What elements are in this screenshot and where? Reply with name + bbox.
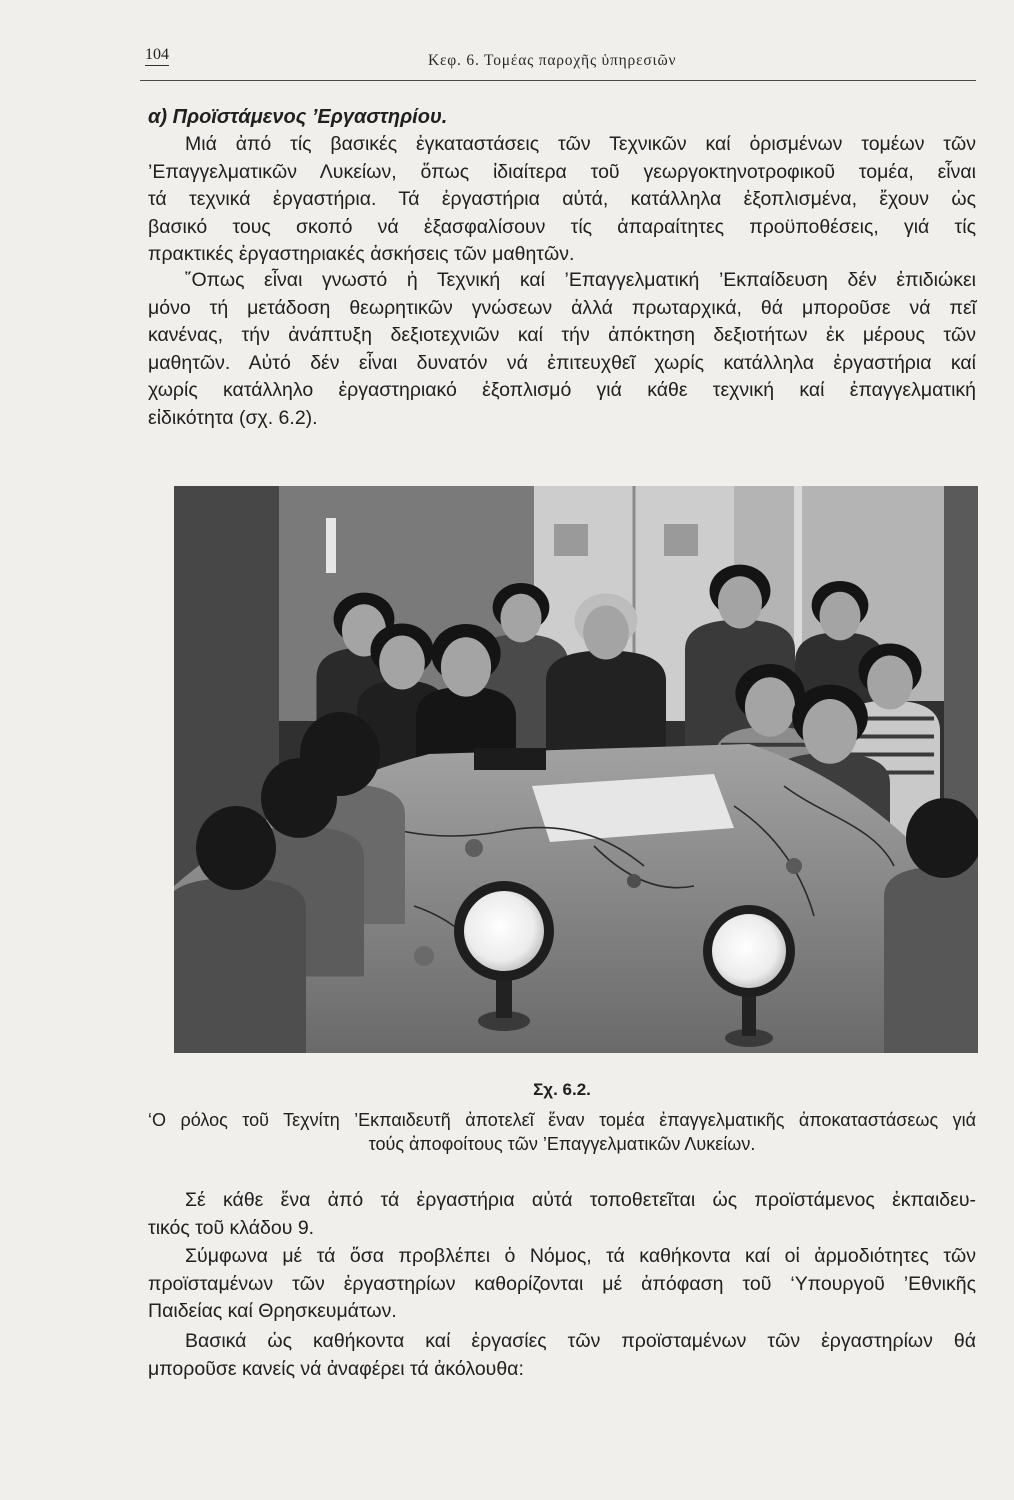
face — [819, 592, 860, 641]
text-line: μόνο τή μετάδοση θεωρητικῶν γνώσεων ἀλλά πρωταρχικά, θά μποροῦσε νά πεῖ — [148, 296, 976, 319]
workshop-photograph — [174, 486, 978, 1053]
figure-label: Σχ. 6.2. — [533, 1080, 591, 1099]
text-line: Μιά ἀπό τίς βασικές ἐγκαταστάσεις τῶν Τεχνικῶν καί ὁρισμένων τομέων τῶν — [185, 133, 976, 155]
paragraph — [148, 267, 976, 432]
lamp-lens — [712, 914, 786, 988]
figure-caption — [148, 1108, 976, 1156]
paragraph — [148, 1328, 976, 1383]
text-line: προϊσταμένων τῶν ἐργαστηρίων καθορίζονται μέ ἀπόφαση τοῦ ‘Υπουργοῦ ’Εθνικῆς — [148, 1272, 976, 1295]
face — [745, 677, 795, 736]
face — [867, 656, 913, 710]
head-back — [261, 758, 337, 838]
running-title: Κεφ. 6. Τομέας παροχῆς ὑπηρεσιῶν — [428, 52, 677, 69]
caption-line: ‘Ο ρόλος τοῦ Τεχνίτη ’Εκπαιδευτῆ ἀποτελεῖ ἕναν τομέα ἐπαγγελματικῆς ἀποκαταστάσεως γιά — [148, 1110, 976, 1130]
text-line: τικός τοῦ κλάδου 9. — [148, 1216, 315, 1239]
text-line: χωρίς κατάλληλο ἐργαστηριακό ἐξοπλισμό γιά κάθε τεχνική καί ἐπαγγελματική — [148, 379, 976, 401]
face — [500, 594, 541, 643]
text-line: Σύμφωνα μέ τά ὅσα προβλέπει ὁ Νόμος, τά καθήκοντα καί οἱ ἁρμοδιότητες τῶν — [185, 1245, 976, 1267]
body — [884, 867, 978, 1054]
locker-vent — [554, 524, 588, 556]
face — [441, 637, 491, 696]
page-number: 104 — [145, 46, 169, 66]
face — [803, 699, 858, 764]
component — [414, 946, 434, 966]
wall-marker — [326, 518, 336, 573]
text-line: βασικό τους σκοπό νά ἐξασφαλίσουν τίς ἀπαραίτητες προϋποθέσεις, γιά τίς — [148, 215, 976, 238]
figure-photo-frame — [174, 486, 978, 1053]
lamp-lens — [464, 891, 544, 971]
text-line: ’Επαγγελματικῶν Λυκείων, ὅπως ἰδιαίτερα τοῦ γεωργοκτηνοτροφικοῦ τομέα, εἶναι — [148, 160, 976, 183]
caption-line: τούς ἀποφοίτους τῶν ’Επαγγελματικῶν Λυκείων. — [368, 1134, 756, 1154]
battery-block — [474, 748, 546, 770]
paragraph — [148, 1243, 976, 1326]
face — [379, 636, 425, 690]
paragraph — [148, 1187, 976, 1242]
face — [583, 606, 629, 660]
locker-vent — [664, 524, 698, 556]
header-rule — [140, 80, 976, 81]
text-line: εἰδικότητα (σχ. 6.2). — [148, 406, 318, 429]
text-line: ῞Οπως εἶναι γνωστό ἡ Τεχνική καί ’Επαγγελματική ’Εκπαίδευση δέν ἐπιδιώκει — [185, 269, 976, 291]
paragraph — [148, 131, 976, 269]
component — [786, 858, 802, 874]
face — [718, 576, 762, 628]
text-line: μαθητῶν. Αὐτό δέν εἶναι δυνατόν νά ἐπιτευχθεῖ χωρίς κατάλληλα ἐργαστήρια καί — [148, 351, 976, 374]
component — [627, 874, 641, 888]
text-line: τά τεχνικά ἐργαστήρια. Τά ἐργαστήρια αὐτά, κατάλληλα ἐξοπλισμένα, ἔχουν ὡς — [148, 188, 976, 210]
body — [174, 878, 306, 1053]
text-line: πρακτικές ἐργαστηριακές ἀσκήσεις τῶν μαθητῶν. — [148, 243, 575, 265]
text-line: Βασικά ὡς καθήκοντα καί ἐργασίες τῶν προϊσταμένων τῶν ἐργαστηρίων θά — [185, 1330, 976, 1352]
head-back — [196, 806, 276, 890]
component — [465, 839, 483, 857]
text-line: Παιδείας καί Θρησκευμάτων. — [148, 1300, 397, 1322]
text-line: Σέ κάθε ἕνα ἀπό τά ἐργαστήρια αὐτά τοποθετεῖται ὡς προϊστάμενος ἐκπαιδευ- — [185, 1189, 976, 1211]
section-heading: α) Προϊστάμενος ’Εργαστηρίου. — [148, 106, 448, 128]
text-line: κανένας, τήν ἀνάπτυξη δεξιοτεχνιῶν καί τήν ἀπόκτηση δεξιοτήτων ἐκ μέρους τῶν — [148, 324, 976, 346]
text-line: μποροῦσε κανείς νά ἀναφέρει τά ἀκόλουθα: — [148, 1357, 524, 1380]
